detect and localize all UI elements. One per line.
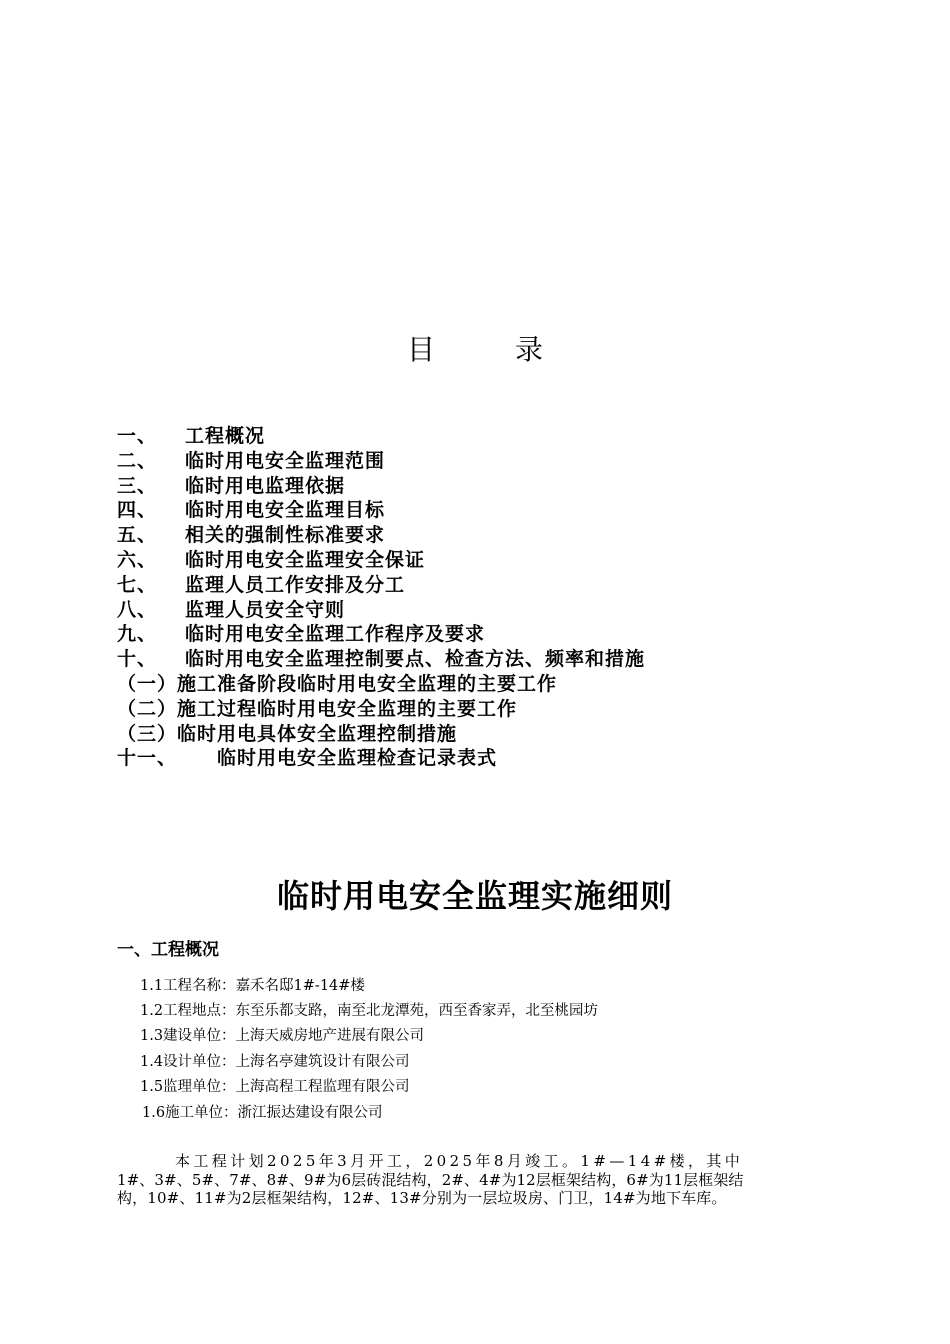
toc-item-text: 临时用电安全监理目标 xyxy=(185,499,386,522)
toc-item-number: （三） xyxy=(117,722,178,745)
toc-item xyxy=(117,622,917,647)
toc-item xyxy=(117,523,917,548)
project-info-list xyxy=(140,974,598,1126)
toc-title-char: 录 xyxy=(515,333,544,366)
toc-item-number: 五、 xyxy=(117,524,158,547)
toc-item-text: 监理人员工作安排及分工 xyxy=(185,573,406,596)
toc-item-text: 监理人员安全守则 xyxy=(185,598,346,621)
toc-item xyxy=(117,424,917,449)
toc-list xyxy=(117,424,917,771)
toc-item xyxy=(117,647,917,672)
toc-title xyxy=(0,330,950,370)
toc-item-number: 三、 xyxy=(117,474,158,497)
paragraph-line: 构，10#、11#为2层框架结构，12#、13#分别为一层垃圾房、门卫，14#为地下车库。 xyxy=(117,1189,727,1207)
toc-item-number: 四、 xyxy=(117,499,158,522)
toc-item-text: 临时用电安全监理检查记录表式 xyxy=(217,747,498,770)
paragraph-line: 1#、3#、5#、7#、8#、9#为6层砖混结构，2#、4#为12层框架结构，6#为11层框架结 xyxy=(117,1170,744,1189)
toc-item-number: 十、 xyxy=(117,648,158,671)
project-description xyxy=(117,1152,847,1208)
toc-item-number: 十一、 xyxy=(117,747,178,770)
toc-item xyxy=(117,449,917,474)
toc-title-char: 目 xyxy=(406,333,435,366)
toc-item-number: 二、 xyxy=(117,449,158,472)
toc-item-number: 一、 xyxy=(117,425,158,447)
section-heading: 一、工程概况 xyxy=(117,940,219,960)
toc-item-text: 施工准备阶段临时用电安全监理的主要工作 xyxy=(177,672,558,695)
toc-item-text: 临时用电安全监理工作程序及要求 xyxy=(185,623,486,646)
toc-item xyxy=(117,548,917,573)
toc-item xyxy=(117,498,917,523)
supervision-unit: 1.5监理单位：上海高程工程监理有限公司 xyxy=(140,1078,410,1095)
toc-item-number: 六、 xyxy=(117,548,158,571)
toc-item-number: 七、 xyxy=(117,573,158,596)
toc-item xyxy=(117,573,917,598)
document-title: 临时用电安全监理实施细则 xyxy=(276,877,673,915)
toc-item-number: （一） xyxy=(117,672,178,695)
toc-item-text: 临时用电安全监理范围 xyxy=(185,449,386,472)
project-location: 1.2工程地点：东至乐都支路，南至北龙潭苑，西至香家弄，北至桃园坊 xyxy=(140,1003,599,1020)
toc-item xyxy=(117,746,917,771)
toc-subitem xyxy=(117,672,917,697)
project-name: 1.1工程名称：嘉禾名邸1#-14#楼 xyxy=(140,978,365,994)
toc-item-text: 临时用电具体安全监理控制措施 xyxy=(177,722,458,745)
toc-item xyxy=(117,474,917,499)
toc-item-text: 工程概况 xyxy=(185,425,266,447)
toc-item xyxy=(117,598,917,623)
paragraph-line: 本工程计划2025年3月开工，2025年8月竣工。1#—14#楼，其中 xyxy=(175,1152,744,1170)
toc-item-number: 八、 xyxy=(117,598,158,621)
contractor-unit: 1.6施工单位：浙江振达建设有限公司 xyxy=(142,1105,383,1122)
construction-owner: 1.3建设单位：上海天威房地产进展有限公司 xyxy=(140,1028,425,1045)
toc-subitem xyxy=(117,697,917,722)
toc-item-number: 九、 xyxy=(117,623,158,646)
toc-subitem xyxy=(117,722,917,747)
toc-item-text: 临时用电安全监理安全保证 xyxy=(185,548,426,571)
toc-item-text: 施工过程临时用电安全监理的主要工作 xyxy=(177,697,518,720)
design-unit: 1.4设计单位：上海名亭建筑设计有限公司 xyxy=(140,1053,410,1070)
toc-item-text: 临时用电监理依据 xyxy=(185,474,346,497)
toc-item-text: 临时用电安全监理控制要点、检查方法、频率和措施 xyxy=(185,648,646,671)
toc-item-text: 相关的强制性标准要求 xyxy=(185,524,386,547)
toc-item-number: （二） xyxy=(117,697,178,720)
